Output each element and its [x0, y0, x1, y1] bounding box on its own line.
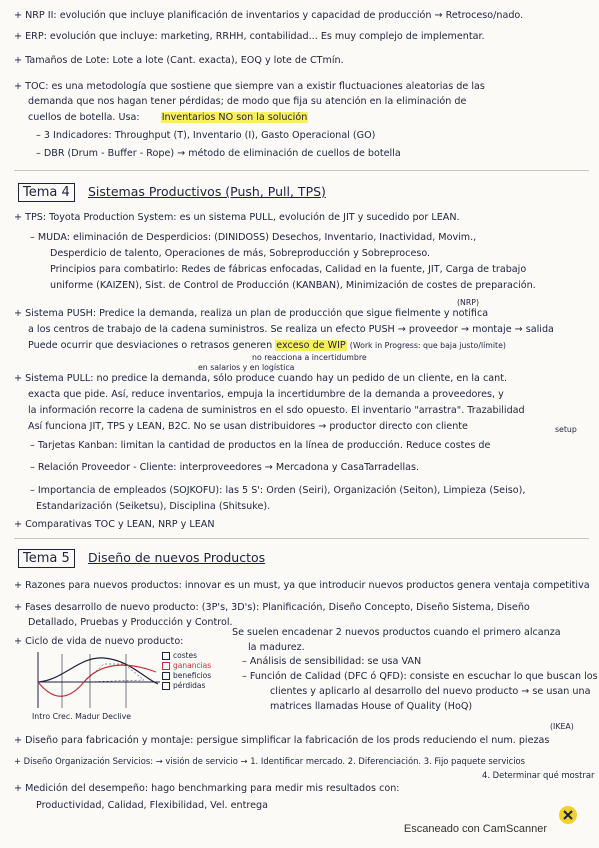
note-madurez: la madurez.	[248, 642, 305, 653]
note-qfd: – Función de Calidad (DFC ó QFD): consiste en escuchar lo que buscan los	[242, 671, 598, 682]
legend-label: ganancias	[173, 661, 212, 670]
legend-label: beneficios	[173, 671, 212, 680]
note-fases-cont: Detallado, Pruebas y Producción y Control.	[28, 617, 233, 628]
note-erp: + ERP: evolución que incluye: marketing, RRHH, contabilidad... Es muy complejo de implementar.	[14, 31, 485, 42]
sketch-stage-labels: Intro Crec. Madur Declive	[32, 712, 132, 721]
note-diseno-fabricacion: + Diseño para fabricación y montaje: persigue simplificar la fabricación de los prods reduciendo el num. piezas	[14, 735, 550, 746]
legend-label: pérdidas	[173, 681, 206, 690]
legend-swatch	[162, 672, 170, 680]
life-cycle-sketch	[34, 650, 164, 712]
legend-label: costes	[173, 651, 198, 660]
note-principios-cont: uniforme (KAIZEN), Sist. de Control de Producción (KANBAN), Minimización de costes de preparación.	[50, 280, 536, 291]
note-no-reacciona: no reacciona a incertidumbre	[252, 353, 367, 362]
note-razones: + Razones para nuevos productos: innovar es un must, ya que introducir nuevos productos genera ventaja competitiva	[14, 580, 590, 591]
note-tamanos-lote: + Tamaños de Lote: Lote a lote (Cant. exacta), EOQ y lote de CTmín.	[14, 55, 344, 66]
legend-costes	[162, 652, 197, 661]
camscanner-logo-icon	[557, 804, 579, 826]
note-pull-cont1: exacta que pide. Así, reduce inventarios, empuja la incertidumbre de la demanda a proveedores, y	[28, 389, 504, 400]
note-sensibilidad: – Análisis de sensibilidad: se usa VAN	[242, 656, 422, 667]
sketch-profit-curve	[38, 665, 156, 696]
note-nrp2: + NRP II: evolución que incluye planificación de inventarios y capacidad de producción → Retroceso/nado.	[14, 10, 524, 21]
legend-ganancias	[162, 662, 211, 671]
note-toc-dbr: – DBR (Drum - Buffer - Rope) → método de eliminación de cuellos de botella	[36, 148, 401, 159]
note-fases: + Fases desarrollo de nuevo producto: (3P's, 3D's): Planificación, Diseño Concepto, Diseño Sistema, Diseño	[14, 602, 530, 613]
tema4-box: Tema 4	[18, 183, 75, 202]
note-proveedor-cliente: – Relación Proveedor - Cliente: interproveedores → Mercadona y CasaTarradellas.	[30, 462, 420, 473]
note-wip-explanation: (Work in Progress: que baja justo/límite)	[349, 341, 506, 350]
divider	[14, 538, 589, 539]
note-toc-usa: cuellos de botella. Usa:	[28, 112, 140, 123]
tema5-box: Tema 5	[18, 549, 75, 568]
note-comparativas: + Comparativas TOC y LEAN, NRP y LEAN	[14, 519, 215, 530]
tema5-title: Diseño de nuevos Productos	[88, 550, 266, 565]
note-nrp-marker: (NRP)	[457, 298, 480, 307]
note-muda-cont: Desperdicio de talento, Operaciones de más, Sobreproducción y Sobreproceso.	[50, 248, 431, 259]
note-qfd-cont1: clientes y aplicarlo al desarrollo del nuevo producto → se usan una	[270, 686, 591, 697]
highlight-inventarios: Inventarios NO son la solución	[161, 112, 308, 123]
note-qfd-cont2: matrices llamadas House of Quality (HoQ)	[270, 701, 473, 712]
note-kanban: – Tarjetas Kanban: limitan la cantidad de productos en la línea de producción. Reduce costes de	[30, 440, 491, 451]
note-tps: + TPS: Toyota Production System: es un sistema PULL, evolución de JIT y sucedido por LEAN.	[14, 212, 460, 223]
divider	[14, 170, 589, 171]
note-toc-cont1: demanda que nos hagan tener pérdidas; de modo que fija su atención en la eliminación de	[28, 96, 467, 107]
note-push: + Sistema PUSH: Predice la demanda, realiza un plan de producción que sigue fielmente y notifica	[14, 308, 489, 319]
note-setup: setup	[555, 425, 577, 434]
legend-swatch	[162, 652, 170, 660]
note-toc-indicadores: – 3 Indicadores: Throughput (T), Inventario (I), Gasto Operacional (GO)	[36, 130, 376, 141]
note-push-cont2	[28, 340, 506, 351]
note-pull: + Sistema PULL: no predice la demanda, sólo produce cuando hay un pedido de un cliente, en la cant.	[14, 373, 508, 384]
note-toc-cont2	[28, 112, 308, 123]
note-ciclo-vida: + Ciclo de vida de nuevo producto:	[14, 636, 184, 647]
note-pull-cont2: la información recorre la cadena de suministros en el sdo opuesto. El inventario "arrastra". Trazabilidad	[28, 405, 525, 416]
legend-beneficios	[162, 672, 211, 681]
note-muda: – MUDA: eliminación de Desperdicios: (DINIDOSS) Desechos, Inventario, Inactividad, Movim.,	[30, 232, 477, 243]
camscanner-footer: Escaneado con CamScanner	[403, 823, 547, 835]
note-push-cont1: a los centros de trabajo de la cadena suministros. Se realiza un efecto PUSH → proveedor → montaje → salida	[28, 324, 554, 335]
note-principios: Principios para combatirlo: Redes de fábricas enfocadas, Calidad en la fuente, JIT, Carga de trabajo	[50, 264, 527, 275]
note-encadenar: Se suelen encadenar 2 nuevos productos cuando el primero alcanza	[232, 627, 561, 638]
highlight-exceso-wip: exceso de WIP	[276, 340, 346, 351]
note-medicion-cont: Productividad, Calidad, Flexibilidad, Vel. entrega	[36, 800, 268, 811]
note-servicios-cont: 4. Determinar qué mostrar	[482, 770, 595, 780]
legend-swatch	[162, 662, 170, 670]
note-ikea: (IKEA)	[550, 722, 574, 731]
note-empleados-cont: Estandarización (Seiketsu), Disciplina (Shitsuke).	[36, 501, 271, 512]
note-salarios: en salarios y en logística	[198, 363, 295, 372]
note-diseno-servicios: + Diseño Organización Servicios: → visión de servicio → 1. Identificar mercado. 2. Diferenciación. 3. Fijo paquete servicios	[14, 756, 526, 766]
legend-swatch	[162, 682, 170, 690]
note-push-desviaciones: Puede ocurrir que desviaciones o retrasos generen	[28, 340, 273, 351]
note-empleados: – Importancia de empleados (SOJKOFU): las 5 S': Orden (Seiri), Organización (Seiton), Limpieza (Seiso),	[30, 485, 526, 496]
note-toc: + TOC: es una metodología que sostiene que siempre van a existir fluctuaciones aleatorias de las	[14, 81, 485, 92]
note-medicion: + Medición del desempeño: hago benchmarking para medir mis resultados con:	[14, 783, 400, 794]
tema4-title: Sistemas Productivos (Push, Pull, TPS)	[88, 184, 326, 199]
legend-perdidas	[162, 682, 205, 691]
note-pull-cont3: Así funciona JIT, TPS y LEAN, B2C. No se usan distribuidores → productor directo con cliente	[28, 421, 468, 432]
